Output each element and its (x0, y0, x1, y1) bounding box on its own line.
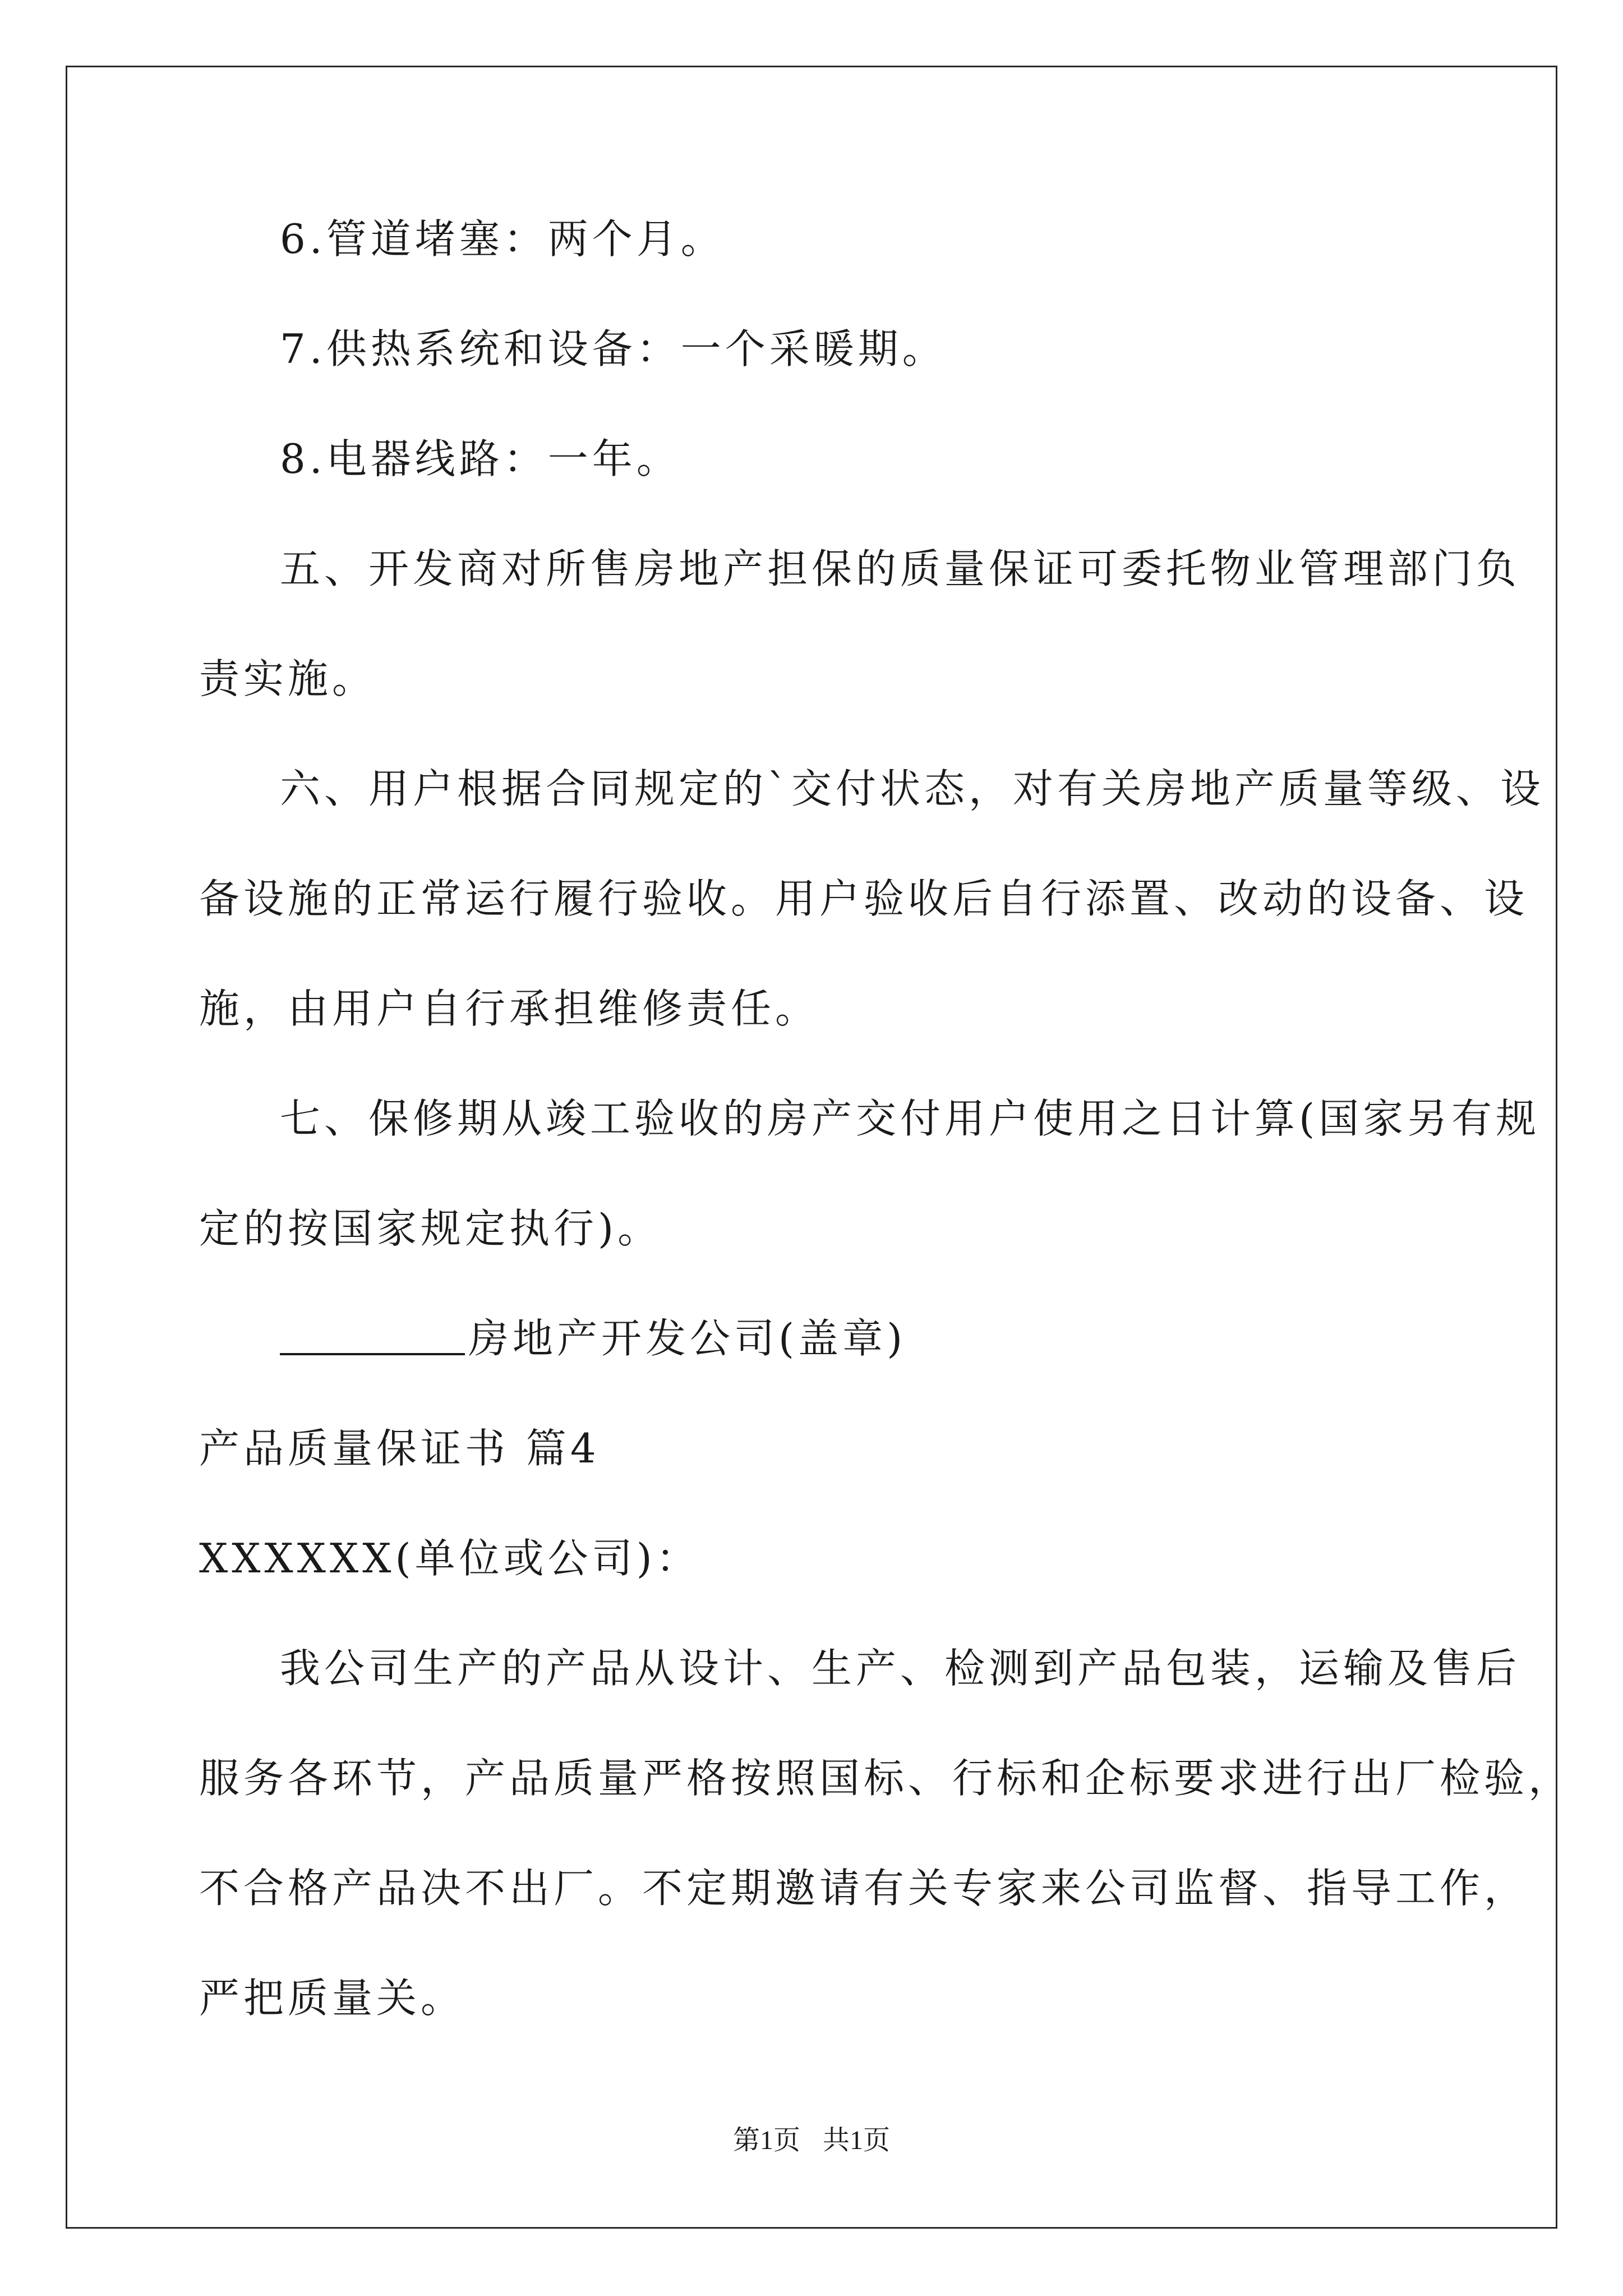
page-total: 共1页 (823, 2125, 891, 2155)
signature-text: 房地产开发公司(盖章) (468, 1315, 907, 1362)
signature-blank (280, 1318, 465, 1355)
page-footer (0, 2127, 1623, 2154)
paragraph-line: 8.电器线路：一年。 (280, 435, 681, 482)
paragraph-line: 六、用户根据合同规定的`交付状态，对有关房地产质量等级、设 (280, 765, 1545, 812)
paragraph-line: 服务各环节，产品质量严格按照国标、行标和企标要求进行出厂检验， (199, 1755, 1573, 1802)
signature-line (199, 1315, 1433, 1362)
paragraph-line: 定的按国家规定执行)。 (199, 1205, 662, 1252)
paragraph-line: 我公司生产的产品从设计、生产、检测到产品包装，运输及售后 (280, 1645, 1521, 1692)
paragraph-line: 6.管道堵塞：两个月。 (280, 215, 725, 263)
paragraph-line: 七、保修期从竣工验收的房产交付用户使用之日计算(国家另有规 (280, 1095, 1541, 1142)
paragraph-line: 7.供热系统和设备：一个采暖期。 (280, 325, 947, 372)
paragraph-line: 五、开发商对所售房地产担保的质量保证可委托物业管理部门负 (280, 545, 1521, 592)
paragraph-line: 责实施。 (199, 655, 377, 702)
document-body (199, 215, 1573, 2022)
paragraph-line: 备设施的正常运行履行验收。用户验收后自行添置、改动的设备、设 (199, 875, 1529, 922)
page-number: 第1页 (732, 2125, 800, 2155)
paragraph-line: 不合格产品决不出厂。不定期邀请有关专家来公司监督、指导工作， (199, 1865, 1529, 1912)
section-heading: 产品质量保证书 篇4 (199, 1425, 600, 1472)
recipient-line: XXXXXX(单位或公司)： (199, 1535, 700, 1582)
paragraph-line: 施，由用户自行承担维修责任。 (199, 985, 820, 1032)
paragraph-line: 严把质量关。 (199, 1975, 465, 2022)
